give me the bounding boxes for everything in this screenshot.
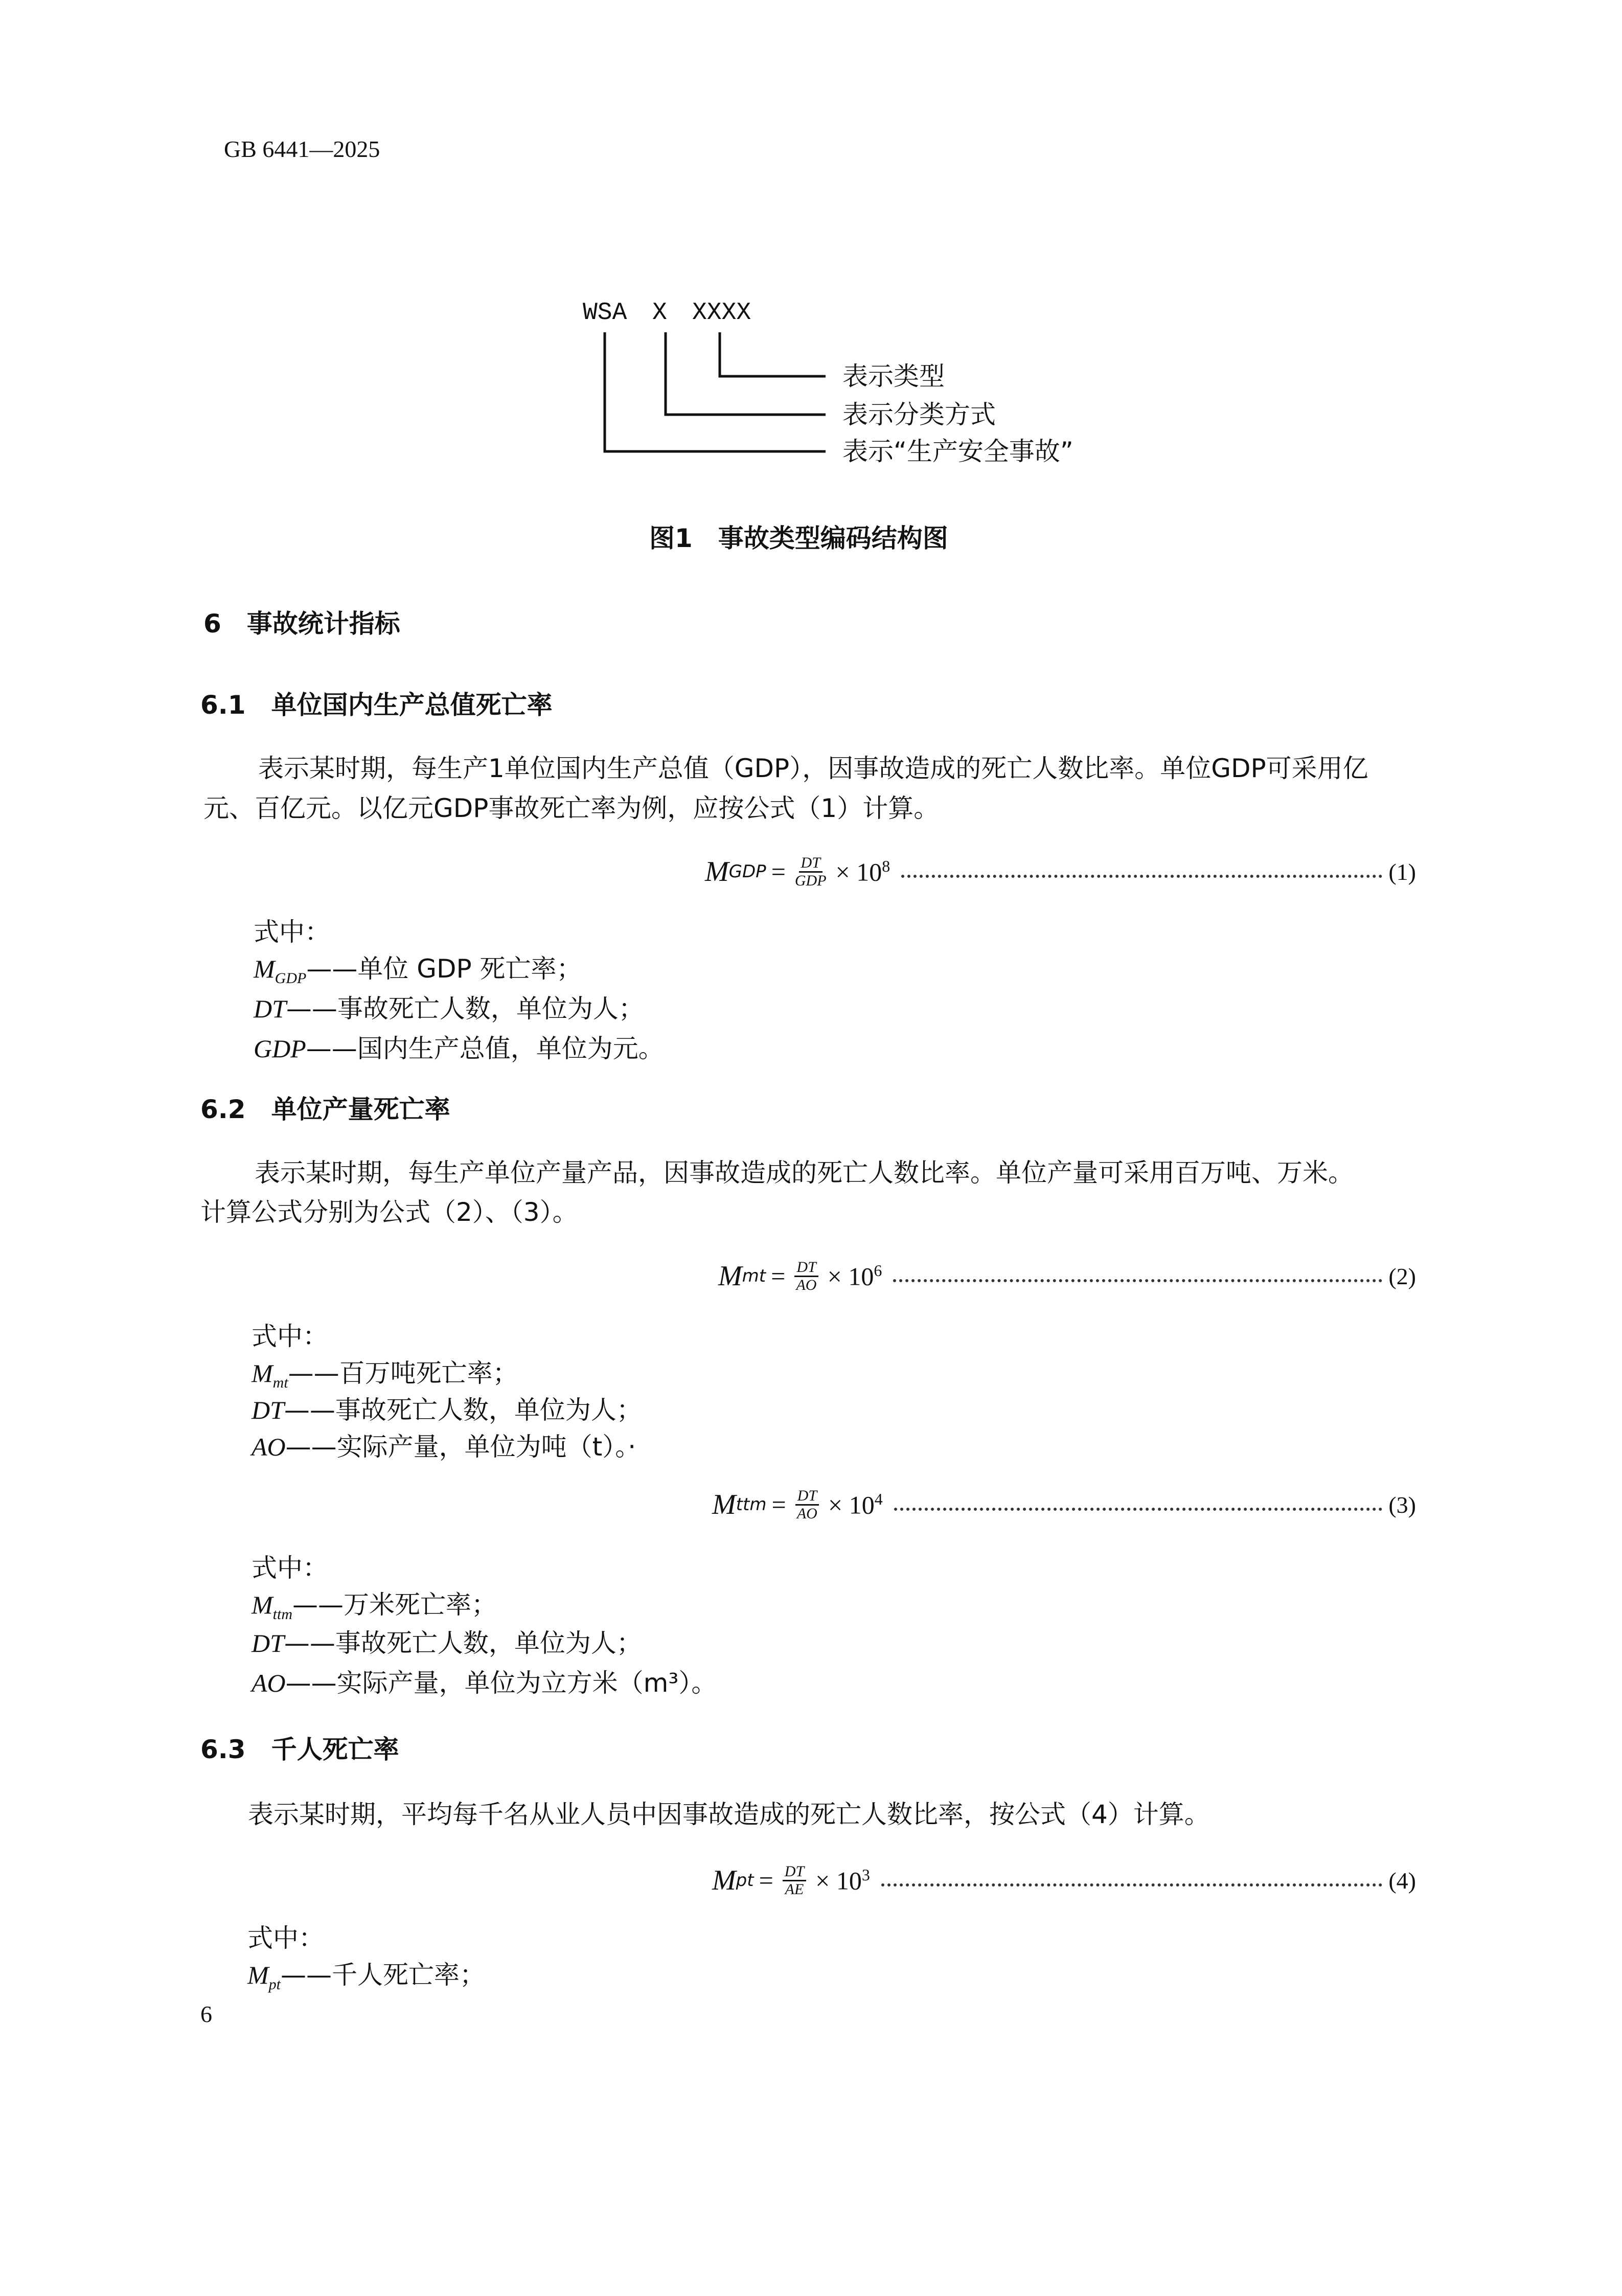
page-number: 6 xyxy=(200,2001,212,2027)
label-safety-accident: 表示“生产安全事故” xyxy=(842,437,1073,466)
formula-2: M mt = $\frac{DT}{AO}$ × $10^6$ (2) xyxy=(718,1258,1416,1293)
dot-leader xyxy=(881,1883,1383,1886)
equation-number: (3) xyxy=(1388,1491,1416,1518)
equation-number: (4) xyxy=(1388,1867,1416,1894)
multiplier: × 10 xyxy=(835,857,882,886)
paragraph-line: 计算公式分别为公式（2）、（3）。 xyxy=(200,1197,578,1227)
figure-caption: 图1 事故类型编码结构图 xyxy=(649,524,948,553)
section-6-2-title: 6.2 单位产量死亡率 xyxy=(200,1095,450,1124)
denominator: GDP xyxy=(794,872,827,889)
code-part-x: X xyxy=(652,299,667,327)
paragraph-line: 表示某时期，每生产1单位国内生产总值（GDP），因事故造成的死亡人数比率。单位GDP可采用亿 xyxy=(258,754,1368,783)
numerator: DT xyxy=(799,855,823,873)
formula-subscript: GDP xyxy=(728,861,766,882)
section-6-3-title: 6.3 千人死亡率 xyxy=(200,1735,399,1764)
definition: $M_{pt}——$千人死亡率； xyxy=(247,1960,485,1993)
dot-leader xyxy=(893,1279,1382,1282)
exponent: 8 xyxy=(882,856,890,875)
code-part-xxxx: XXXX xyxy=(692,299,751,327)
definition: AO——实际产量，单位为立方米（m³）。 xyxy=(252,1668,717,1698)
definition: AO——实际产量，单位为吨（t）。· xyxy=(252,1432,636,1462)
equation-number: (1) xyxy=(1388,858,1416,885)
equation-number: (2) xyxy=(1388,1263,1416,1289)
where-label: 式中： xyxy=(252,1553,328,1583)
paragraph-line: 表示某时期，平均每千名从业人员中因事故造成的死亡人数比率，按公式（4）计算。 xyxy=(248,1800,1210,1829)
where-label: 式中： xyxy=(247,1923,324,1953)
paragraph-line: 元、百亿元。以亿元GDP事故死亡率为例，应按公式（1）计算。 xyxy=(203,793,940,823)
dot-leader xyxy=(901,875,1382,878)
formula-3: M ttm = $\frac{DT}{AO}$ × $10^4$ (3) xyxy=(712,1487,1416,1522)
dot-leader xyxy=(894,1508,1383,1511)
definition: $M_{GDP}——$单位 GDP 死亡率； xyxy=(254,954,582,987)
section-6-title: 6 事故统计指标 xyxy=(203,609,400,639)
paragraph-line: 表示某时期，每生产单位产量产品，因事故造成的死亡人数比率。单位产量可采用百万吨、万米。 xyxy=(255,1158,1354,1188)
definition: $M_{mt}——$百万吨死亡率； xyxy=(252,1358,518,1391)
definition: $M_{ttm}——$万米死亡率； xyxy=(252,1590,497,1623)
label-type: 表示类型 xyxy=(842,361,945,391)
formula-1: M GDP = $\frac{DT}{\text{GDP}}$ × $10^8$ (1) xyxy=(705,854,1416,889)
formula-4: M pt = $\frac{DT}{AE}$ × $10^3$ (4) xyxy=(712,1862,1416,1898)
where-label: 式中： xyxy=(252,1322,328,1351)
label-classification: 表示分类方式 xyxy=(842,400,996,429)
standard-id-header: GB 6441—2025 xyxy=(224,136,380,162)
definition: DT——事故死亡人数，单位为人； xyxy=(252,1395,642,1425)
where-label: 式中： xyxy=(254,917,330,947)
code-structure-lines xyxy=(0,0,1622,511)
section-6-1-title: 6.1 单位国内生产总值死亡率 xyxy=(200,690,553,720)
definition: DT——事故死亡人数，单位为人； xyxy=(252,1628,642,1658)
definition: DT——事故死亡人数，单位为人； xyxy=(254,994,644,1024)
definition: GDP——国内生产总值，单位为元。 xyxy=(254,1034,664,1063)
formula-symbol: M xyxy=(705,856,729,888)
code-part-wsa: WSA xyxy=(583,299,627,327)
